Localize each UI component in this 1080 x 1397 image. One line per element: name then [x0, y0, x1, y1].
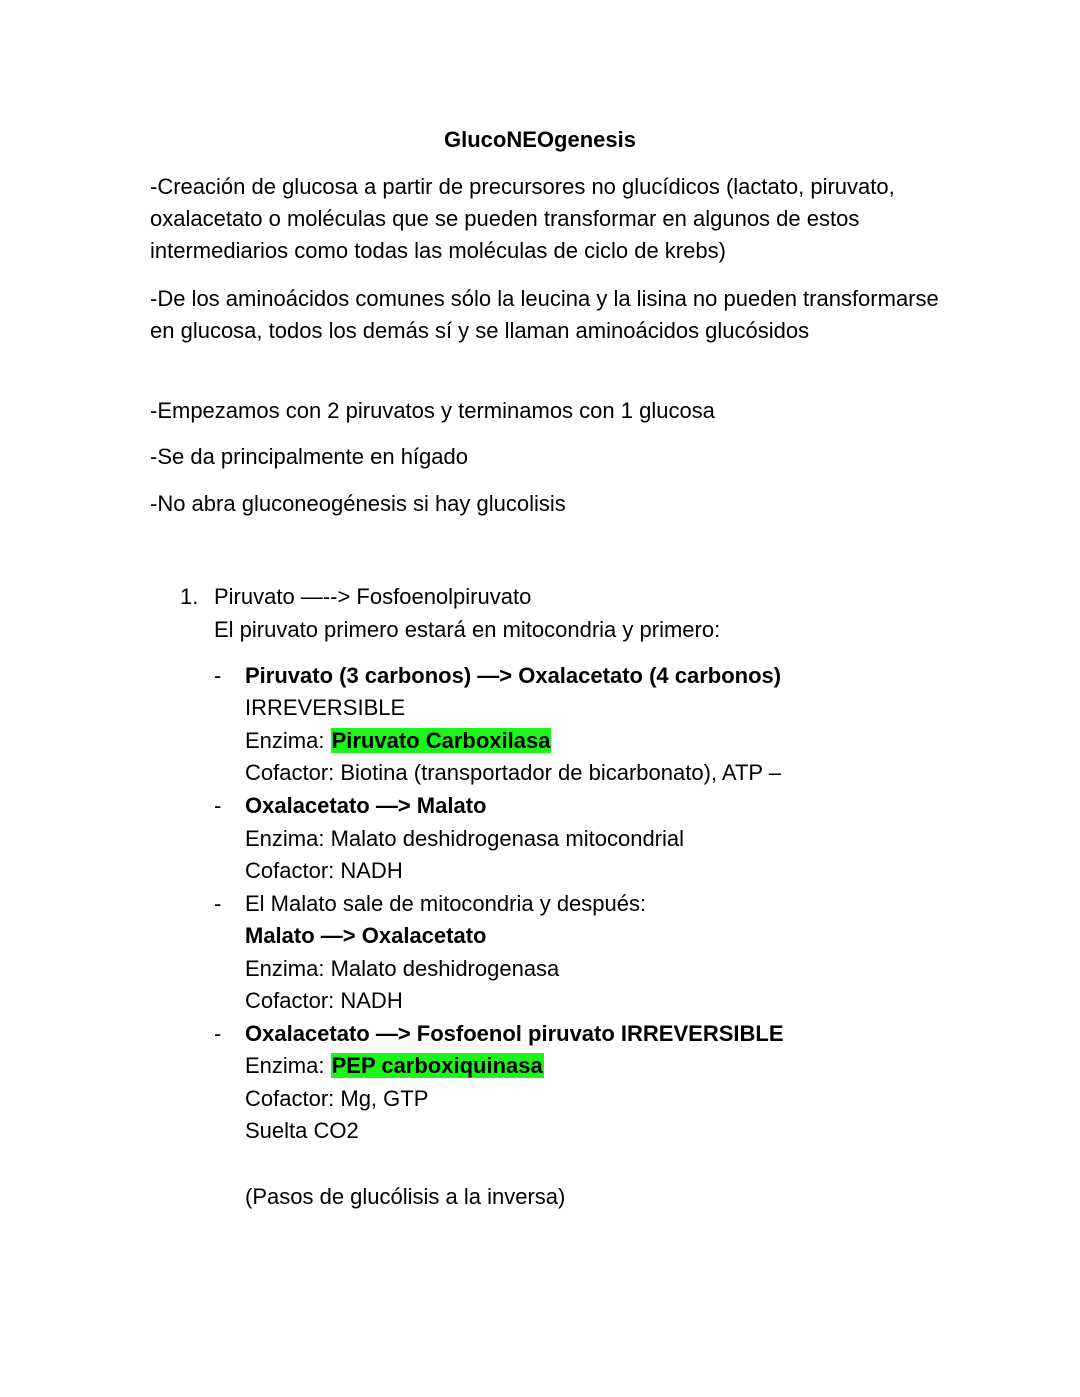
reaction-2-cofactor: Cofactor: NADH	[245, 858, 403, 883]
enzyme-label: Enzima:	[245, 728, 331, 753]
page-title: GlucoNEOgenesis	[444, 127, 636, 152]
reaction-2-enzyme: Enzima: Malato deshidrogenasa mitocondrial	[245, 826, 685, 851]
reaction-4-title: Oxalacetato —> Fosfoenol piruvato IRREVERSIBLE	[245, 1021, 784, 1046]
reaction-1-cofactor: Cofactor: Biotina (transportador de bicarbonato), ATP –	[245, 760, 782, 785]
reaction-3-enzyme: Enzima: Malato deshidrogenasa	[245, 956, 560, 981]
paragraph-amino-acids: -De los aminoácidos comunes sólo la leucina y la lisina no pueden transformarse en glucosa, todos los demás sí y se llaman aminoácidos glucósidos	[150, 286, 939, 343]
step-heading-text: Piruvato —--> Fosfoenolpiruvato	[214, 584, 532, 609]
reaction-1-note: IRREVERSIBLE	[245, 695, 406, 720]
paragraph-location: -Se da principalmente en hígado	[150, 444, 468, 469]
step-number: 1.	[180, 584, 199, 609]
reaction-3-intro: El Malato sale de mitocondria y después:	[245, 891, 647, 916]
paragraph-pyruvates: -Empezamos con 2 piruvatos y terminamos con 1 glucosa	[150, 398, 715, 423]
enzyme-highlight: PEP carboxiquinasa	[331, 1053, 543, 1078]
reaction-4-enzyme	[245, 1050, 544, 1082]
footnote: (Pasos de glucólisis a la inversa)	[245, 1184, 566, 1209]
reaction-1-enzyme	[245, 725, 551, 757]
reaction-4-extra: Suelta CO2	[245, 1118, 359, 1143]
reaction-3-title: Malato —> Oxalacetato	[245, 923, 487, 948]
paragraph-glycolysis: -No abra gluconeogénesis si hay glucolisis	[150, 491, 566, 516]
enzyme-label: Enzima:	[245, 1053, 331, 1078]
reaction-1-title: Piruvato (3 carbonos) —> Oxalacetato (4 carbonos)	[245, 663, 782, 688]
bullet-marker: -	[214, 663, 222, 688]
reaction-2-title: Oxalacetato —> Malato	[245, 793, 487, 818]
paragraph-definition: -Creación de glucosa a partir de precursores no glucídicos (lactato, piruvato, oxalacetato o moléculas que se pueden transformar en algunos de estos intermediarios como todas las moléculas de ciclo de krebs)	[150, 174, 895, 263]
reaction-3-cofactor: Cofactor: NADH	[245, 988, 403, 1013]
enzyme-highlight: Piruvato Carboxilasa	[331, 728, 551, 753]
bullet-marker: -	[214, 891, 222, 916]
bullet-marker: -	[214, 793, 222, 818]
reaction-4-cofactor: Cofactor: Mg, GTP	[245, 1086, 429, 1111]
step-1-intro: El piruvato primero estará en mitocondria y primero:	[214, 617, 721, 642]
bullet-marker: -	[214, 1021, 222, 1046]
